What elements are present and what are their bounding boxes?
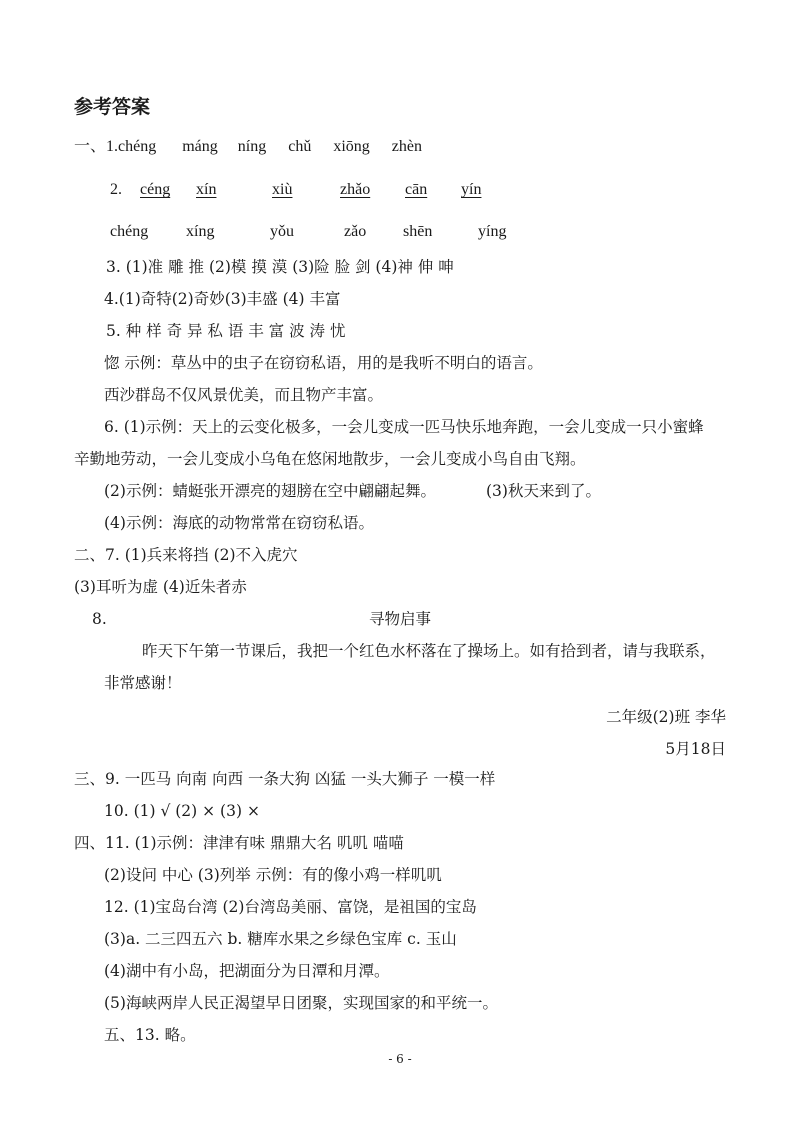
pinyin-word: zhèn xyxy=(391,138,422,155)
notice-signature: 二年级(2)班 李华 xyxy=(606,708,726,726)
page-title: 参考答案 xyxy=(74,96,151,118)
pinyin-blank: xín xyxy=(196,181,217,198)
pinyin-blank: zhǎo xyxy=(340,181,371,198)
pinyin-word: máng xyxy=(182,138,218,155)
pinyin-word: chéng xyxy=(110,223,149,240)
q13-text: 五、13. 略。 xyxy=(104,1026,196,1044)
notice-date: 5月18日 xyxy=(665,740,726,758)
pinyin-word: shēn xyxy=(403,223,433,240)
pinyin-word: chǔ xyxy=(288,138,312,155)
q6-2-text: (2)示例：蜻蜓张开漂亮的翅膀在空中翩翩起舞。 xyxy=(104,482,436,500)
q6-4-text: (4)示例：海底的动物常常在窃窃私语。 xyxy=(104,514,374,532)
q4-text: 4.(1)奇特(2)奇妙(3)丰盛 (4) 丰富 xyxy=(104,290,341,308)
q12-line-2: (3)a. 二三四五六 b. 糖库水果之乡绿色宝库 c. 玉山 xyxy=(104,930,457,948)
q6-1-line-1: 6. (1)示例：天上的云变化极多，一会儿变成一匹马快乐地奔跑，一会儿变成一只小蜜蜂 xyxy=(104,418,704,436)
q7-line-2: (3)耳听为虚 (4)近朱者赤 xyxy=(74,578,247,596)
notice-body-line-1: 昨天下午第一节课后，我把一个红色水杯落在了操场上。如有拾到者，请与我联系， xyxy=(142,642,716,660)
q5-example: 惚 示例：草丛中的虫子在窃窃私语，用的是我听不明白的语言。 xyxy=(104,354,543,372)
pinyin-word: zǎo xyxy=(344,223,367,240)
q12-line-1: 12. (1)宝岛台湾 (2)台湾岛美丽、富饶，是祖国的宝岛 xyxy=(104,898,477,916)
q5-text: 5. 种 样 奇 异 私 语 丰 富 波 涛 忧 xyxy=(106,322,346,340)
pinyin-word: xiōng xyxy=(333,138,370,155)
pinyin-word: chéng xyxy=(118,138,157,155)
pinyin-word: yíng xyxy=(478,223,507,240)
pinyin-word: níng xyxy=(237,138,267,155)
pinyin-blank: cān xyxy=(405,181,428,198)
q2-label: 2. xyxy=(110,181,122,198)
q7-line-1: 二、7. (1)兵来将挡 (2)不入虎穴 xyxy=(74,546,298,564)
q5-example-2: 西沙群岛不仅风景优美，而且物产丰富。 xyxy=(104,386,384,404)
notice-body-line-2: 非常感谢！ xyxy=(104,674,182,692)
pinyin-word: xíng xyxy=(186,223,215,240)
pinyin-blank: xiù xyxy=(272,181,293,198)
q10-text: 10. (1) √ (2) × (3) × xyxy=(104,802,260,820)
pinyin-blank: yín xyxy=(461,181,482,198)
q12-line-4: (5)海峡两岸人民正渴望早日团聚，实现国家的和平统一。 xyxy=(104,994,498,1012)
q6-3-text: (3)秋天来到了。 xyxy=(486,482,601,500)
pinyin-blank: céng xyxy=(140,181,171,198)
q11-line-2: (2)设问 中心 (3)列举 示例：有的像小鸡一样叽叽 xyxy=(104,866,442,884)
q9-text: 三、9. 一匹马 向南 向西 一条大狗 凶猛 一头大狮子 一模一样 xyxy=(74,770,496,788)
page-number: - 6 - xyxy=(388,1052,412,1066)
q1-row xyxy=(74,137,422,157)
q3-text: 3. (1)准 雕 推 (2)模 摸 漠 (3)险 脸 剑 (4)神 伸 呻 xyxy=(106,258,454,276)
notice-title: 寻物启事 xyxy=(368,610,431,628)
pinyin-word: yǒu xyxy=(270,223,294,240)
q12-line-3: (4)湖中有小岛，把湖面分为日潭和月潭。 xyxy=(104,962,390,980)
q11-line-1: 四、11. (1)示例：津津有味 鼎鼎大名 叽叽 喵喵 xyxy=(74,834,404,852)
q1-label: 一、1. xyxy=(74,138,119,155)
q8-label: 8. xyxy=(92,610,107,628)
q6-1-line-2: 辛勤地劳动，一会儿变成小乌龟在悠闲地散步，一会儿变成小鸟自由飞翔。 xyxy=(74,450,586,468)
